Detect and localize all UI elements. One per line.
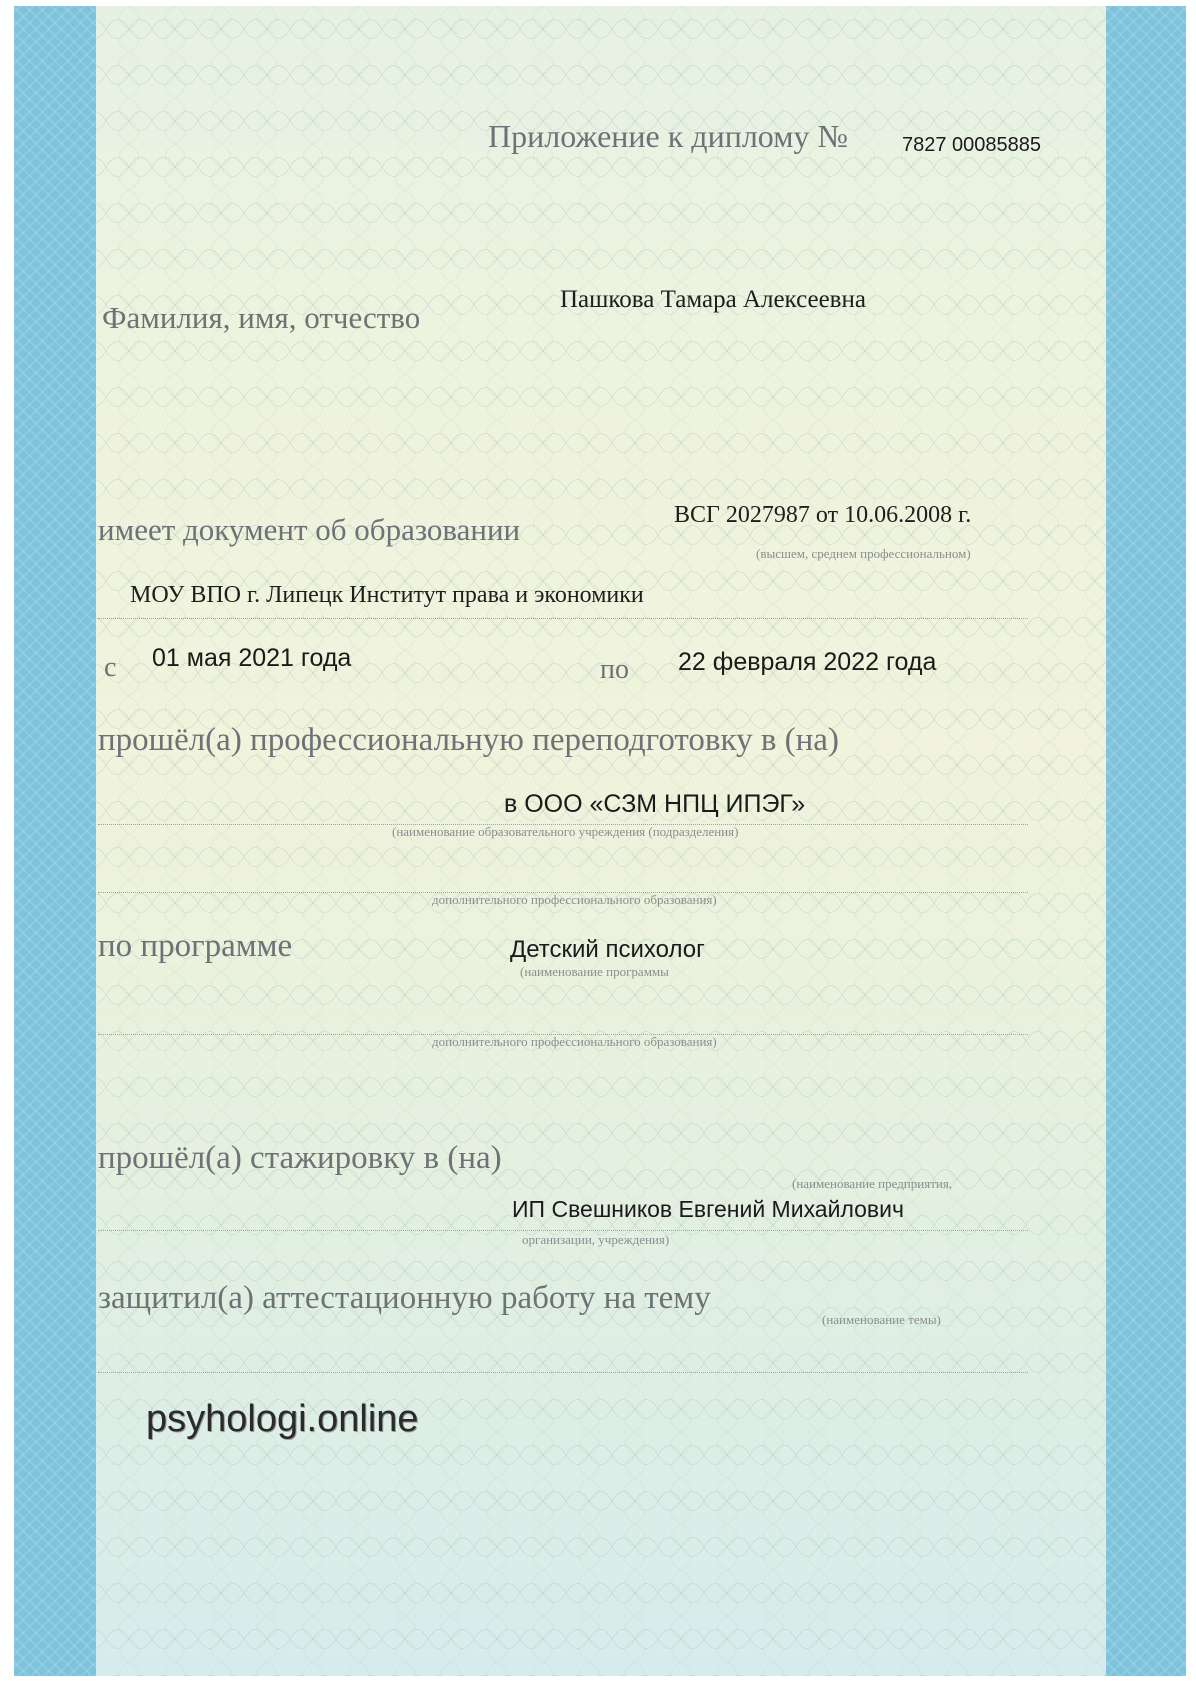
program-hint-2: дополнительного профессионального образования) (432, 1034, 717, 1049)
left-security-band (14, 6, 96, 1676)
internship-label: прошёл(а) стажировку в (на) (98, 1140, 502, 1176)
program-value: Детский психолог (510, 936, 705, 963)
fio-value: Пашкова Тамара Алексеевна (560, 286, 866, 313)
diploma-supplement-sheet (14, 6, 1186, 1676)
education-label: имеет документ об образовании (98, 512, 521, 547)
fio-label: Фамилия, имя, отчество (102, 300, 421, 335)
diploma-number: 7827 00085885 (902, 134, 1042, 156)
education-document: ВСГ 2027987 от 10.06.2008 г. (674, 502, 972, 528)
program-hint-1: (наименование программы (520, 964, 669, 979)
internship-rule (98, 1230, 1028, 1231)
education-hint: (высшем, среднем профессиональном) (756, 546, 971, 561)
institution-rule (98, 618, 1028, 619)
institution-value: МОУ ВПО г. Липецк Институт права и экономики (130, 582, 644, 608)
retraining-hint-1: (наименование образовательного учреждения (подразделения) (392, 824, 739, 839)
thesis-hint: (наименование темы) (822, 1312, 941, 1327)
program-label: по программе (98, 928, 293, 964)
internship-hint-1: (наименование предприятия, (792, 1176, 953, 1191)
period-to-label: по (600, 654, 629, 685)
right-security-band (1106, 6, 1186, 1676)
thesis-rule (98, 1372, 1028, 1373)
period-from-value: 01 мая 2021 года (152, 644, 352, 672)
retraining-hint-2: дополнительного профессионального образования) (432, 892, 717, 907)
period-from-label: с (104, 652, 117, 683)
retraining-value: в ООО «СЗМ НПЦ ИПЭГ» (504, 790, 806, 818)
retraining-label: прошёл(а) профессиональную переподготовку в (на) (98, 722, 839, 758)
internship-value: ИП Свешников Евгений Михайлович (512, 1196, 904, 1222)
site-watermark: psyhologi.online (146, 1398, 419, 1440)
internship-hint-2: организации, учреждения) (522, 1232, 670, 1247)
supplement-label: Приложение к диплому № (488, 118, 848, 154)
period-to-value: 22 февраля 2022 года (678, 648, 937, 676)
thesis-label: защитил(а) аттестационную работу на тему (98, 1280, 711, 1316)
